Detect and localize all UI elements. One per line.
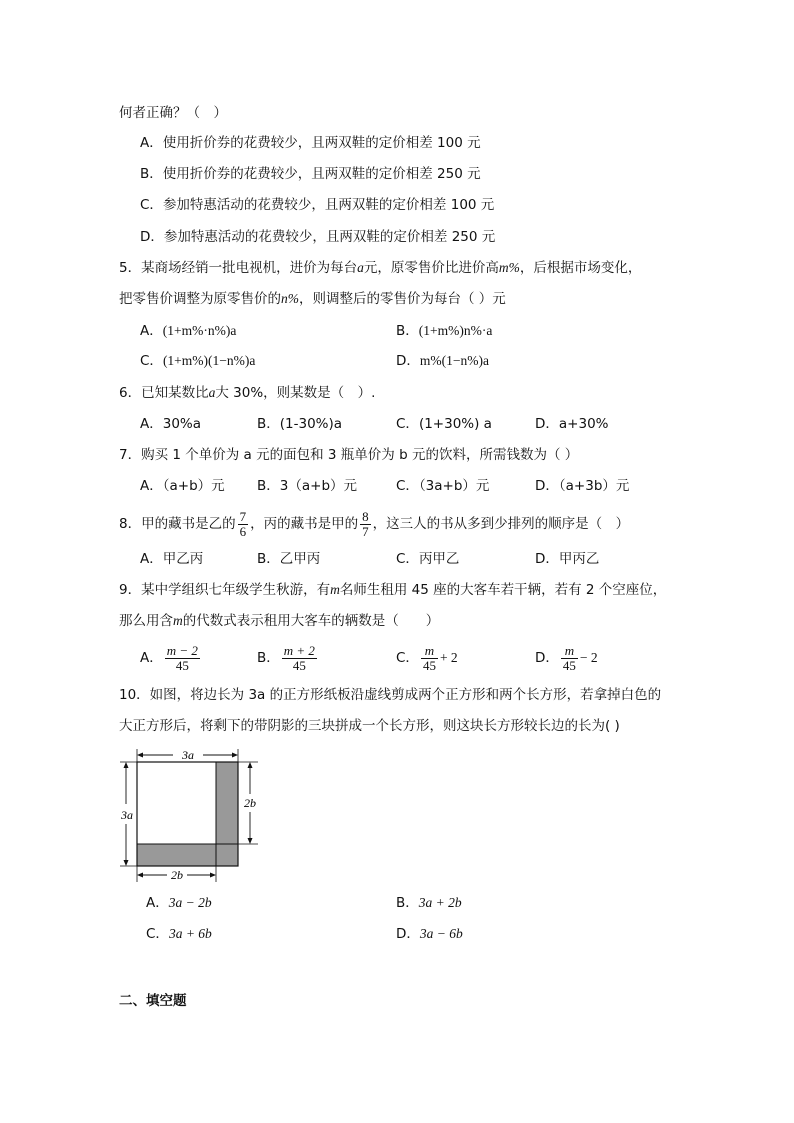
q4-option-c: C．参加特惠活动的花费较少，且两双鞋的定价相差 100 元 [140, 197, 495, 213]
q7-option-a: A．（a+b）元 [140, 478, 225, 494]
q9-stem-line1: 9．某中学组织七年级学生秋游，有m名师生租用 45 座的大客车若干辆，若有 2 个空座位， [119, 582, 667, 598]
q5-option-b: B．(1+m%)n%·a [396, 323, 493, 339]
q4-stem-tail: 何者正确？（ ） [119, 105, 227, 121]
q10-option-c: C．3a + 6b [146, 926, 212, 942]
q9-option-d: D． $\frac{m}{45}$ − 2 [535, 642, 598, 673]
label-bottom-2b: 2b [171, 868, 183, 882]
section-title-fill-in: 二、填空题 [119, 993, 187, 1009]
q10-figure [115, 744, 265, 884]
q8-option-a: A．甲乙丙 [140, 551, 204, 567]
q8-option-b: B．乙甲丙 [257, 551, 321, 567]
q8-option-c: C．丙甲乙 [396, 551, 460, 567]
label-top-3a: 3a [182, 748, 194, 762]
q5-stem-line1: 5．某商场经销一批电视机，进价为每台a元，原零售价比进价高m%，后根据市场变化， [119, 260, 642, 276]
q7-stem: 7．购买 1 个单价为 a 元的面包和 3 瓶单价为 b 元的饮料，所需钱数为（ ） [119, 447, 579, 463]
q5-stem-line2: 把零售价调整为原零售价的n%，则调整后的零售价为每台（ ）元 [119, 291, 506, 307]
q6-option-b: B．(1-30%)a [257, 416, 343, 432]
q7-option-b: B．3（a+b）元 [257, 478, 358, 494]
q6-stem: 6．已知某数比a大 30%，则某数是（ ）. [119, 385, 376, 401]
q6-option-d: D．a+30% [535, 416, 609, 432]
label-left-3a: 3a [121, 808, 133, 822]
q5-option-c: C．(1+m%)(1−n%)a [140, 353, 256, 369]
q10-option-d: D．3a − 6b [396, 926, 463, 942]
q8-fraction-8-7: $\frac{8}{7}$ [362, 508, 369, 539]
q4-option-a: A．使用折价券的花费较少，且两双鞋的定价相差 100 元 [140, 135, 481, 151]
q8-stem: 8．甲的藏书是乙的 $\frac{7}{6}$ ，丙的藏书是甲的 $\frac{8}{7}$ ，这三人的书从多到少排列的顺序是（ ） [119, 508, 630, 539]
q4-option-b: B．使用折价券的花费较少，且两双鞋的定价相差 250 元 [140, 166, 481, 182]
q9-option-a: A． $\frac{m - 2}{45}$ [140, 642, 198, 673]
label-right-2b: 2b [244, 796, 256, 810]
q9-option-b: B． $\frac{m + 2}{45}$ [257, 642, 315, 673]
q9-stem-line2: 那么用含m的代数式表示租用大客车的辆数是（ ） [119, 613, 440, 629]
q10-option-b: B．3a + 2b [396, 895, 462, 911]
q6-option-a: A．30%a [140, 416, 202, 432]
q4-option-d: D．参加特惠活动的花费较少，且两双鞋的定价相差 250 元 [140, 229, 496, 245]
q6-option-c: C．(1+30%) a [396, 416, 492, 432]
q5-option-d: D．m%(1−n%)a [396, 353, 489, 369]
q10-stem-line2: 大正方形后，将剩下的带阴影的三块拼成一个长方形，则这块长方形较长边的长为( ) [119, 718, 620, 734]
q10-option-a: A．3a − 2b [146, 895, 212, 911]
shade-bottom-strip [137, 844, 238, 866]
q8-option-d: D．甲丙乙 [535, 551, 600, 567]
q7-option-c: C．（3a+b）元 [396, 478, 490, 494]
q9-option-c: C． $\frac{m}{45}$ + 2 [396, 642, 458, 673]
q10-stem-line1: 10．如图，将边长为 3a 的正方形纸板沿虚线剪成两个正方形和两个长方形，若拿掉白色的 [119, 687, 662, 703]
q7-option-d: D．（a+3b）元 [535, 478, 630, 494]
q8-fraction-7-6: $\frac{7}{6}$ [239, 508, 247, 539]
q5-option-a: A．(1+m%·n%)a [140, 323, 237, 339]
shade-right-strip [216, 762, 238, 844]
